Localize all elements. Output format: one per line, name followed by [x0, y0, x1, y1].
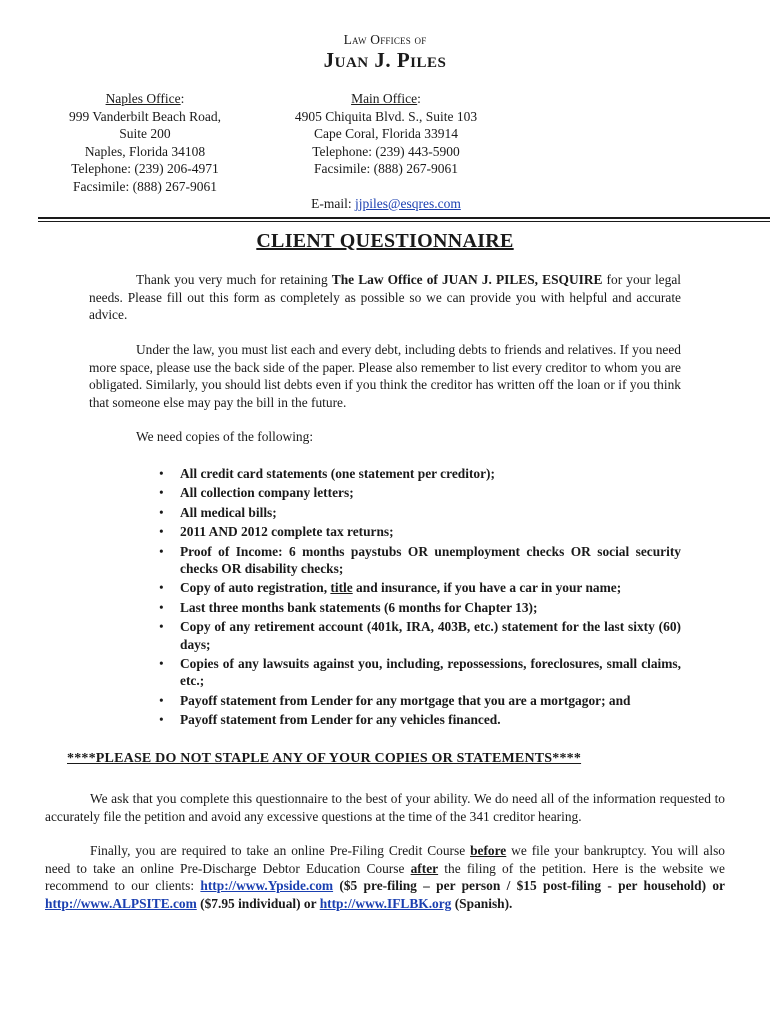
- intro-text: Thank you very much for retaining: [136, 272, 332, 287]
- email-line: [270, 195, 502, 213]
- iflbk-link[interactable]: http://www.IFLBK.org: [319, 895, 452, 911]
- list-item: • Last three months bank statements (6 months for Chapter 13);: [159, 599, 538, 615]
- list-item: • Copy of auto registration, title and insurance, if you have a car in your name;: [159, 580, 622, 596]
- naples-address-line: Naples, Florida 34108: [84, 143, 206, 159]
- firm-name: Juan J. Piles: [323, 48, 447, 72]
- main-facsimile: Facsimile: (888) 267-9061: [314, 161, 458, 176]
- email-label: E-mail:: [311, 195, 352, 211]
- list-item: • Copy of any retirement account (401k, IRA, 403B, etc.) statement for the last sixty (60) days;: [159, 619, 681, 652]
- bullet-icon: •: [159, 692, 164, 708]
- header-divider: [38, 217, 770, 219]
- bullet-icon: •: [159, 524, 164, 540]
- main-telephone: Telephone: (239) 443-5900: [312, 143, 460, 159]
- naples-address-line: Suite 200: [119, 126, 171, 141]
- ypside-link[interactable]: http://www.Ypside.com: [200, 878, 334, 893]
- firm-label: Law Offices of: [343, 32, 427, 47]
- list-item: • All medical bills;: [159, 504, 277, 520]
- ability-paragraph: We ask that you complete this questionnaire to the best of your ability. We do need all of the information requested to accurately file the petition and avoid any excessive questions at the time of the 341 creditor hearing.: [45, 791, 725, 824]
- bullet-icon: •: [159, 656, 164, 672]
- bullet-icon: •: [159, 504, 164, 520]
- intro-text-end: for your legal needs. Please fill out this form as completely as possible so we can provide you with helpful and accurate advice.: [89, 272, 681, 322]
- copies-list: [159, 465, 681, 731]
- header-divider-thin: [38, 221, 770, 222]
- debts-paragraph: Under the law, you must list each and every debt, including debts to friends and relatives. If you need more space, please use the back side of the paper. Please also remember to list every creditor to whom you are obligated. Similarly, you should list debts even if you think the creditor has written off the loan or if you think that someone else may pay the bill in the future.: [89, 342, 681, 410]
- intro-firm-name: The Law Office of JUAN J. PILES, ESQUIRE: [331, 272, 603, 287]
- courses-paragraph: Finally, you are required to take an online Pre-Filing Credit Course before we file your bankruptcy. You will also need to take an online Pre-Discharge Debtor Education Course after the filing of the petition. Here is the website we recommend to our clients: http://www.Ypside.com ($5 pre-filing – per person / $15 post-filing - per household) or http://www.ALPSITE.com ($7.95 individual) or http://www.IFLBK.org (Spanish).: [45, 843, 726, 911]
- bullet-icon: •: [159, 466, 164, 481]
- list-item: • Proof of Income: 6 months paystubs OR unemployment checks OR social security checks OR disability checks;: [159, 543, 681, 577]
- naples-office-block: Naples Office: 999 Vanderbilt Beach Road, Suite 200 Naples, Florida 34108 Telephone: (239) 206-4971 Facsimile: (888) 267-9061: [40, 90, 250, 195]
- bullet-icon: •: [159, 599, 164, 615]
- intro-paragraph: [89, 271, 681, 324]
- bullet-icon: •: [159, 712, 164, 728]
- bullet-icon: •: [159, 619, 164, 635]
- bullet-icon: •: [159, 580, 164, 596]
- naples-office-heading: Naples Office: [105, 91, 181, 106]
- naples-facsimile: Facsimile: (888) 267-9061: [73, 178, 217, 194]
- naples-address-line: 999 Vanderbilt Beach Road,: [69, 108, 221, 124]
- main-address-line: 4905 Chiquita Blvd. S., Suite 103: [294, 108, 478, 124]
- before-emphasis: before: [470, 843, 507, 858]
- list-item: • Payoff statement from Lender for any mortgage that you are a mortgagor; and: [159, 692, 631, 708]
- list-item: • Copies of any lawsuits against you, including, repossessions, foreclosures, small claims, etc.;: [159, 656, 681, 689]
- naples-telephone: Telephone: (239) 206-4971: [71, 161, 219, 176]
- list-item: • All credit card statements (one statement per creditor);: [159, 466, 495, 481]
- email-link[interactable]: jjpiles@esqres.com: [355, 195, 461, 211]
- main-address-line: Cape Coral, Florida 33914: [314, 126, 458, 141]
- bullet-icon: •: [159, 543, 164, 559]
- after-emphasis: after: [410, 860, 439, 876]
- copies-intro: We need copies of the following:: [136, 429, 314, 444]
- list-item: • Payoff statement from Lender for any vehicles financed.: [159, 712, 501, 728]
- main-office-heading: Main Office: [351, 91, 418, 106]
- list-item: • 2011 AND 2012 complete tax returns;: [159, 524, 394, 540]
- alpsite-link[interactable]: http://www.ALPSITE.com: [45, 895, 197, 911]
- list-item: • All collection company letters;: [159, 485, 354, 501]
- staple-warning: ****PLEASE DO NOT STAPLE ANY OF YOUR COPIES OR STATEMENTS****: [67, 751, 582, 766]
- page-title: CLIENT QUESTIONNAIRE: [256, 230, 514, 252]
- main-office-block: Main Office: 4905 Chiquita Blvd. S., Suite 103 Cape Coral, Florida 33914 Telephone: (239) 443-5900 Facsimile: (888) 267-9061 E-mail: jjpiles@esqres.com: [270, 90, 502, 212]
- bullet-icon: •: [159, 485, 164, 501]
